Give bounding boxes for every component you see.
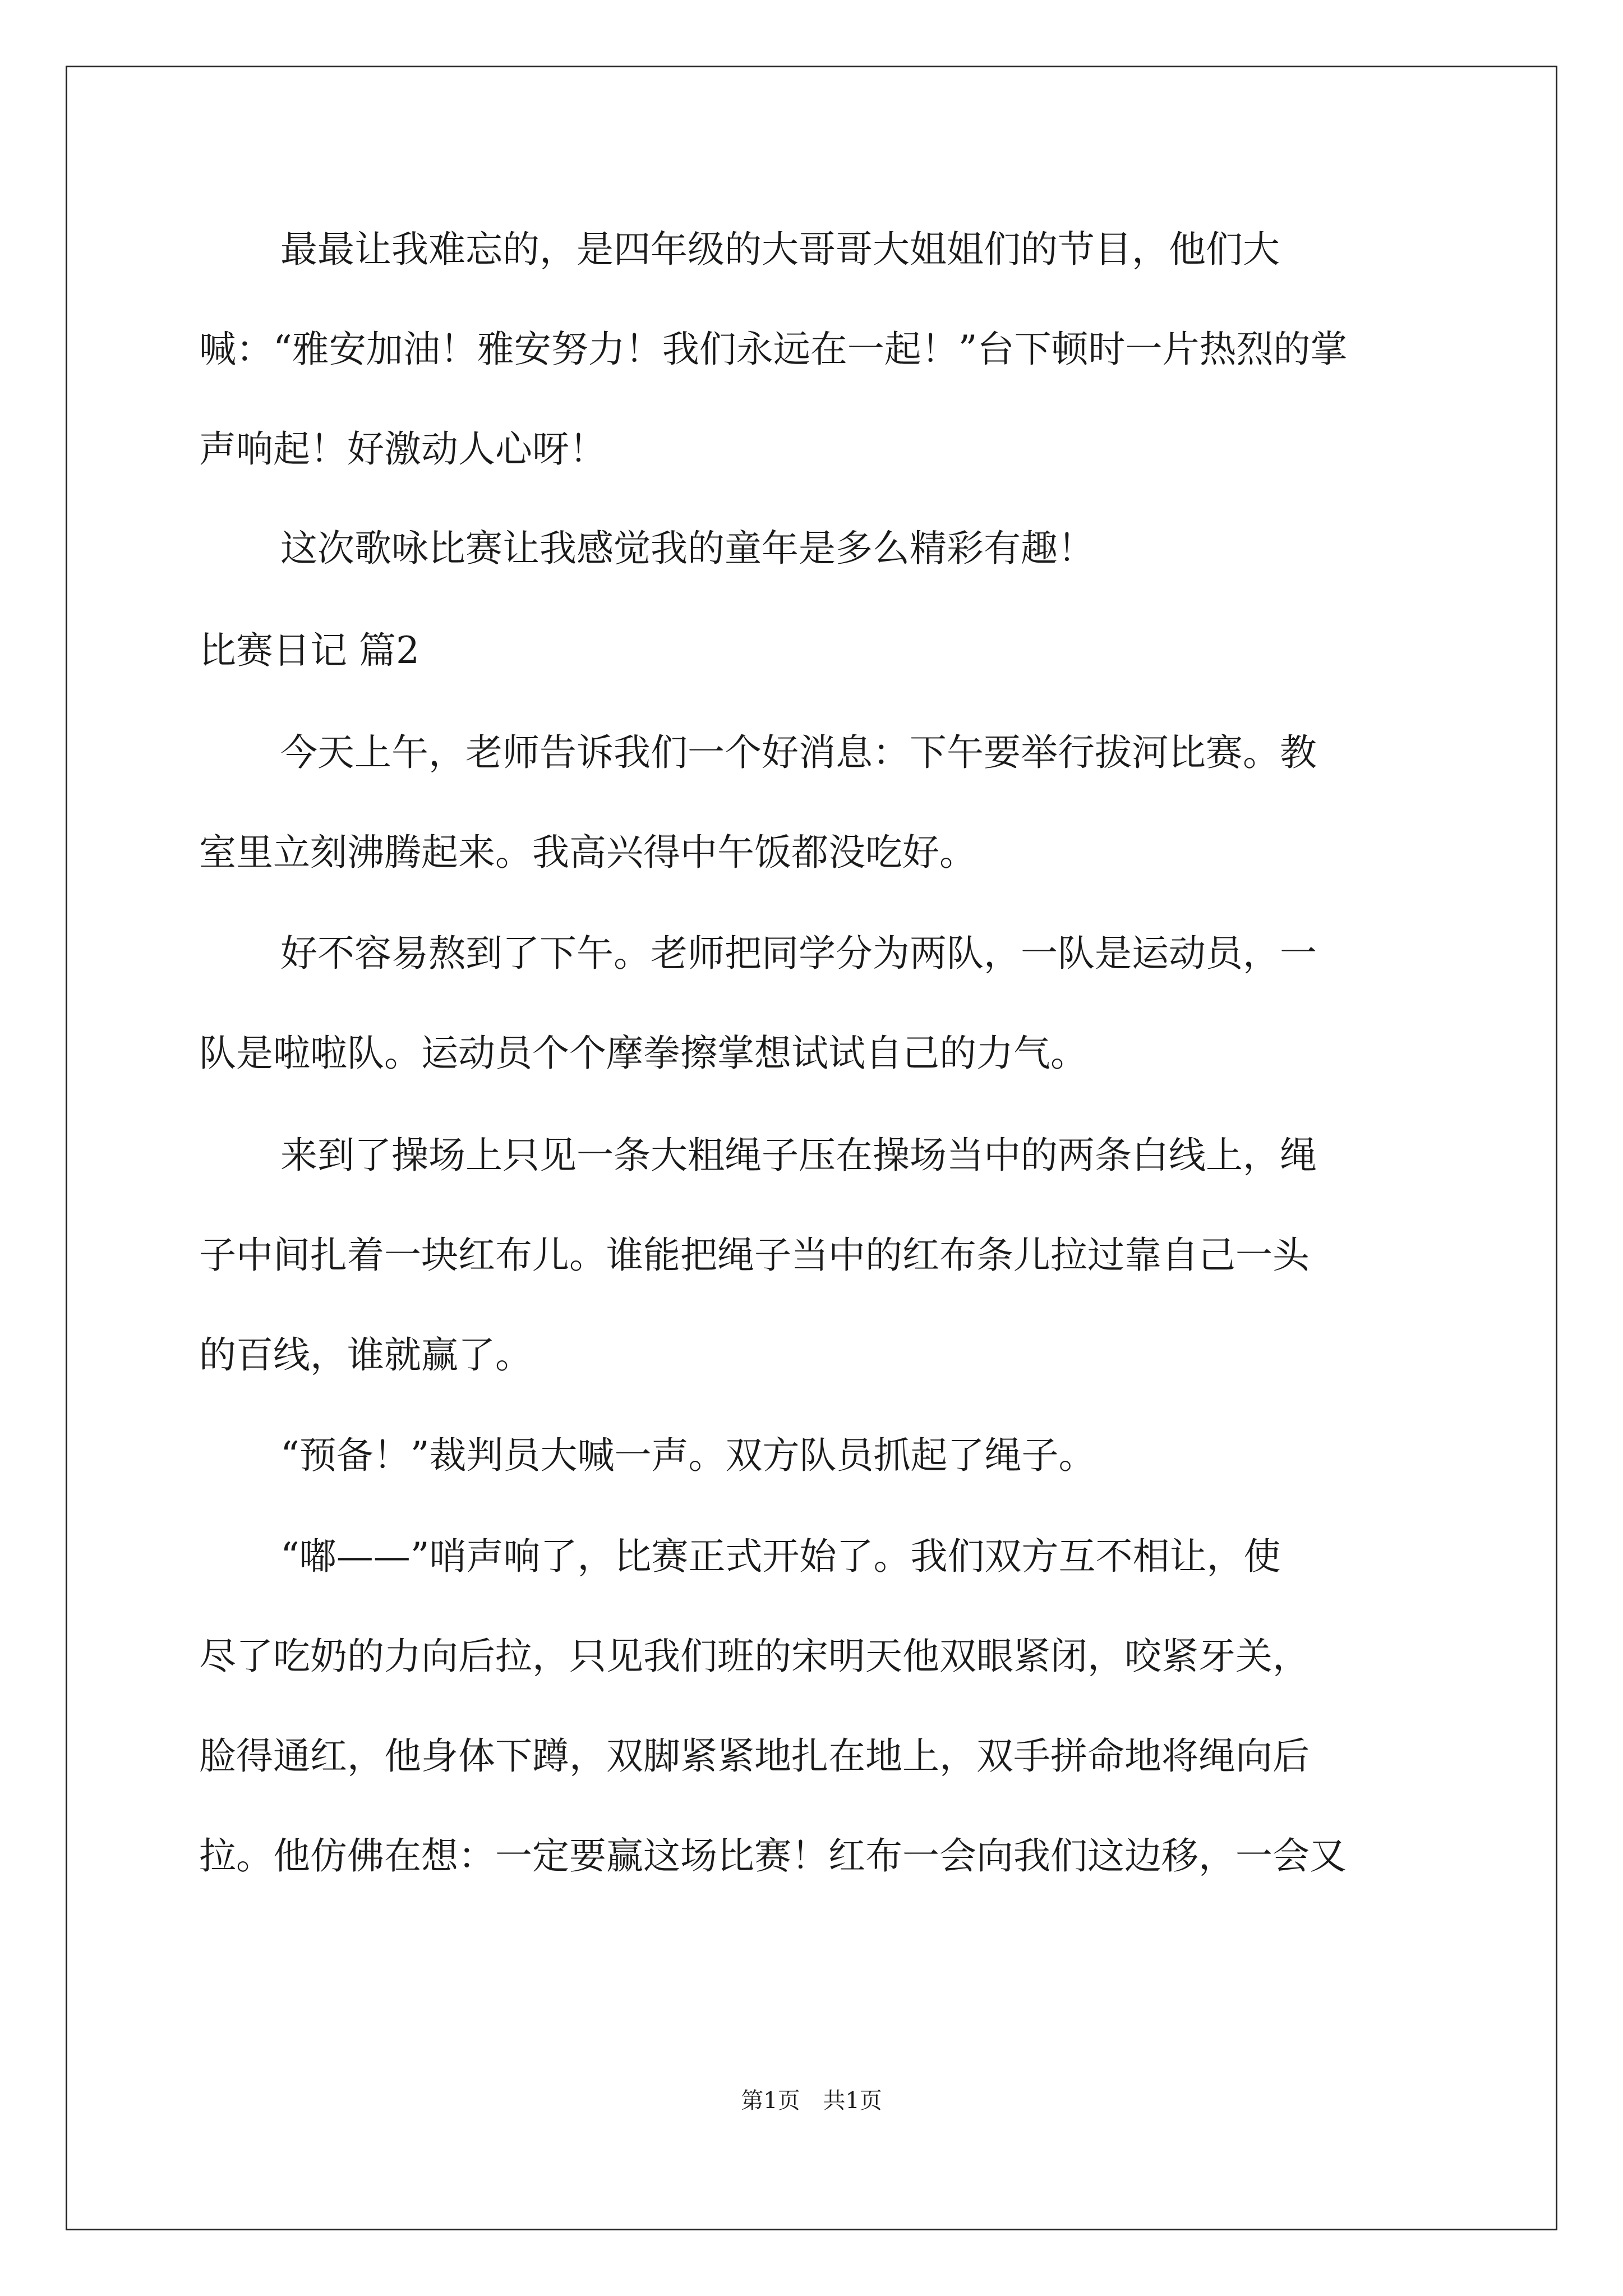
text-line: 室里立刻沸腾起来。我高兴得中午饭都没吃好。 bbox=[199, 831, 976, 874]
text-line: “嘟——”哨声响了，比赛正式开始了。我们双方互不相让，使 bbox=[280, 1535, 1281, 1578]
text-line: 脸得通红，他身体下蹲，双脚紧紧地扎在地上，双手拼命地将绳向后 bbox=[199, 1734, 1310, 1778]
text-line: 拉。他仿佛在想：一定要赢这场比赛！红布一会向我们这边移，一会又 bbox=[199, 1834, 1347, 1878]
text-line: 子中间扎着一块红布儿。谁能把绳子当中的红布条儿拉过靠自己一头 bbox=[199, 1234, 1310, 1277]
text-line: 的百线，谁就赢了。 bbox=[199, 1333, 532, 1377]
text-line: 声响起！好激动人心呀！ bbox=[199, 427, 606, 471]
page-number: 第1页 bbox=[741, 2088, 800, 2114]
text-line: 队是啦啦队。运动员个个摩拳擦掌想试试自己的力气。 bbox=[199, 1032, 1087, 1075]
text-line: 今天上午，老师告诉我们一个好消息：下午要举行拔河比赛。教 bbox=[280, 731, 1317, 774]
text-line: 尽了吃奶的力向后拉，只见我们班的宋明天他双眼紧闭，咬紧牙关， bbox=[199, 1635, 1310, 1678]
text-line: “预备！”裁判员大喊一声。双方队员抓起了绳子。 bbox=[280, 1434, 1096, 1477]
text-line: 喊：“雅安加油！雅安努力！我们永远在一起！”台下顿时一片热烈的掌 bbox=[199, 328, 1348, 371]
text-line: 最最让我难忘的，是四年级的大哥哥大姐姐们的节目，他们大 bbox=[280, 228, 1280, 271]
page-footer bbox=[0, 2084, 1623, 2118]
page-total: 共1页 bbox=[823, 2088, 882, 2114]
section-heading: 比赛日记 篇2 bbox=[199, 629, 419, 672]
text-line: 好不容易熬到了下午。老师把同学分为两队，一队是运动员，一 bbox=[280, 932, 1317, 975]
text-line: 来到了操场上只见一条大粗绳子压在操场当中的两条白线上，绳 bbox=[280, 1134, 1317, 1177]
text-line: 这次歌咏比赛让我感觉我的童年是多么精彩有趣！ bbox=[280, 527, 1095, 570]
